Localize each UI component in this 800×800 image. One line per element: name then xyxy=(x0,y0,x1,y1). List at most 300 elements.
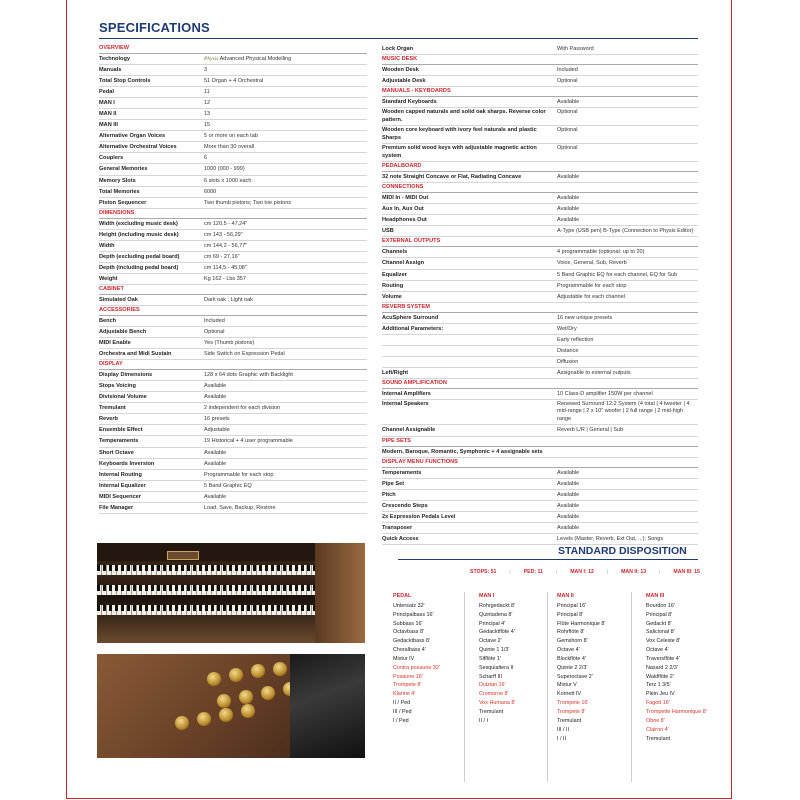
spec-label: MAN II xyxy=(99,111,117,118)
spec-row xyxy=(382,346,698,357)
spec-value-text: Available xyxy=(557,217,580,224)
spec-label: Additional Parameters: xyxy=(382,325,444,332)
spec-value xyxy=(557,400,698,425)
spec-value xyxy=(204,492,367,502)
stop-name: Trompete 8' xyxy=(557,708,586,715)
console-stop-knobs-photo xyxy=(97,654,365,758)
stop-name: Subbass 16' xyxy=(393,620,423,627)
spec-row xyxy=(382,108,698,126)
spec-row xyxy=(382,126,698,144)
spec-label: Divisional Volume xyxy=(99,394,147,401)
spec-value xyxy=(557,193,698,203)
spec-value-text: cm 120,5 - 47,24" xyxy=(204,220,248,227)
stop-name: Principal 8' xyxy=(557,611,584,618)
title-divider xyxy=(99,38,698,39)
spec-value-text: Available xyxy=(557,480,580,487)
stop-name: Superoctave 2' xyxy=(557,673,593,680)
disposition-heading: MAN II xyxy=(557,593,574,599)
section-heading: PEDALBOARD xyxy=(382,162,698,172)
spec-value-text: 6000 xyxy=(204,188,217,195)
spec-value xyxy=(557,76,698,86)
spec-label: Display Dimensions xyxy=(99,372,153,379)
spec-row xyxy=(382,335,698,346)
spec-value-text: 4 programmable (optional: up to 20) xyxy=(557,249,645,256)
spec-label: Channel Assign xyxy=(382,260,425,267)
spec-label: Pipe Set xyxy=(382,480,405,487)
disposition-divider xyxy=(398,559,698,560)
spec-row xyxy=(99,448,367,459)
spec-value xyxy=(557,126,698,143)
spec-value-text: Side Switch on Expression Pedal xyxy=(204,351,285,358)
spec-label: Total Stop Controls xyxy=(99,78,151,85)
spec-value-text: Optional xyxy=(557,145,578,152)
spec-value xyxy=(557,281,698,291)
spec-value-text: Reverb L/R | General | Sub xyxy=(557,427,624,434)
spec-label: Couplers xyxy=(99,155,124,162)
spec-label: MAN I xyxy=(99,100,115,107)
spec-label: Reverb xyxy=(99,416,118,423)
spec-value xyxy=(204,414,367,424)
section-heading: PIPE SETS xyxy=(382,437,698,447)
stop-name: III / Ped xyxy=(393,708,412,715)
spec-value-text: Early reflection xyxy=(557,336,594,343)
spec-row xyxy=(99,65,367,76)
spec-value xyxy=(204,176,367,186)
spec-row xyxy=(382,270,698,281)
stop-name: Dulzian 16' xyxy=(479,682,506,689)
spec-value-text: Renewed Surround 12.2 System (4 total | 4 tweeter | 4 mid-range | 2 x 10" woofer | 2 full range | 2 mid-high range xyxy=(557,400,690,422)
page-title: SPECIFICATIONS xyxy=(99,20,210,35)
spec-value-text: Available xyxy=(557,491,580,498)
spec-value xyxy=(557,226,698,236)
stop-name: Salicional 8' xyxy=(646,629,675,636)
stop-name: Rohrflöte 8' xyxy=(557,629,585,636)
stop-name: Cromorne 8' xyxy=(479,691,509,698)
spec-label: Transposer xyxy=(382,524,413,531)
spec-value xyxy=(557,247,698,257)
spec-label: Temperaments xyxy=(382,469,422,476)
stop-name: Gemshorn 8' xyxy=(557,638,588,645)
spec-label: Premium solid wood keys with adjustable magnetic action system xyxy=(382,145,537,159)
stop-name: Rohrgedackt 8' xyxy=(479,602,516,609)
spec-value-text: 16 new unique presets xyxy=(557,314,613,321)
spec-value-text: cm 144,2 - 56,77" xyxy=(204,242,248,249)
spec-value-text: Available xyxy=(557,469,580,476)
spec-row xyxy=(99,176,367,187)
spec-row xyxy=(382,281,698,292)
spec-label: Adjustable Bench xyxy=(99,329,147,336)
stop-name: Kornett IV xyxy=(557,691,581,698)
spec-row xyxy=(99,316,367,327)
stop-name: Fagott 16' xyxy=(646,700,670,707)
section-heading: ACCESSORIES xyxy=(99,306,367,316)
spec-value-text: 3 xyxy=(204,67,208,74)
stop-name: Principalbass 16' xyxy=(393,611,434,618)
spec-row xyxy=(99,142,367,153)
section-heading: DISPLAY MENU FUNCTIONS xyxy=(382,458,698,468)
spec-row xyxy=(99,414,367,425)
spec-value xyxy=(557,447,698,457)
spec-label: Internal Amplifiers xyxy=(382,390,431,397)
stop-name: Gedacktbass 8' xyxy=(393,638,430,645)
disposition-heading: MAN I xyxy=(479,593,495,599)
spec-value-text: Optional xyxy=(557,109,578,116)
spec-label: Depth (including pedal board) xyxy=(99,264,179,271)
spec-row xyxy=(382,193,698,204)
spec-label: Volume xyxy=(382,293,402,300)
spec-row xyxy=(382,534,698,545)
stop-name: Tremulant xyxy=(557,717,582,724)
spec-value xyxy=(557,534,698,544)
spec-label: General Memories xyxy=(99,166,148,173)
stop-name: Quinte 2 2/3' xyxy=(557,664,588,671)
spec-value-text: 16 presets xyxy=(204,416,230,423)
stop-name: Vox Humana 8' xyxy=(479,700,516,707)
stops-summary: STOPS: 51 | PED: 11 | MAN I: 12 | MAN II: 13 | MAN III: 15 xyxy=(470,569,700,575)
disposition-column-man-i xyxy=(479,592,559,726)
stop-name: Quintadena 8' xyxy=(479,611,513,618)
spec-value xyxy=(557,346,698,356)
spec-row xyxy=(382,97,698,108)
console-keyboards-photo xyxy=(97,543,365,643)
stop-name: I / Ped xyxy=(393,717,409,724)
spec-value xyxy=(204,164,367,174)
spec-value xyxy=(557,468,698,478)
spec-label: Left/Right xyxy=(382,369,409,376)
stop-name: Octave 4' xyxy=(646,647,669,654)
spec-label: Crescendo Steps xyxy=(382,502,428,509)
spec-value xyxy=(557,44,698,54)
spec-value-text: Dark oak , Light oak xyxy=(204,296,253,303)
spec-value xyxy=(557,292,698,302)
spec-value xyxy=(204,54,367,64)
spec-row xyxy=(99,87,367,98)
spec-value-text: Included xyxy=(557,67,578,74)
spec-value xyxy=(557,65,698,75)
spec-value-text: Optional xyxy=(557,127,578,134)
stop-name: Octave 2' xyxy=(479,638,502,645)
spec-row xyxy=(99,470,367,481)
spec-row xyxy=(382,357,698,368)
spec-label: Simulated Oak xyxy=(99,296,138,303)
spec-label: Total Memories xyxy=(99,188,140,195)
stops-count: STOPS: 51 xyxy=(470,569,497,575)
spec-row xyxy=(99,338,367,349)
spec-value-text: 19 Historical + 4 user programmable xyxy=(204,438,293,445)
stop-name: Oboe 8' xyxy=(646,717,665,724)
spec-value xyxy=(557,479,698,489)
disposition-column-man-ii xyxy=(557,592,637,743)
man-i-count: MAN I: 12 xyxy=(570,569,594,575)
spec-value xyxy=(204,198,367,208)
spec-label: Internal Equalizer xyxy=(99,482,146,489)
spec-value-text: 128 x 64 dots Graphic with Backlight xyxy=(204,372,293,379)
spec-value xyxy=(204,295,367,305)
spec-row xyxy=(99,219,367,230)
stop-name: Tremulant xyxy=(646,735,671,742)
section-heading: EXTERNAL OUTPUTS xyxy=(382,237,698,247)
section-heading: CABINET xyxy=(99,285,367,295)
spec-label: Memory Slots xyxy=(99,177,136,184)
spec-row xyxy=(382,292,698,303)
stop-name: Traversflöte 4' xyxy=(646,655,680,662)
stop-name: Tremulant xyxy=(479,708,504,715)
spec-value-text: Yes (Thumb pistons) xyxy=(204,340,255,347)
stop-name: Quinte 1 1/3' xyxy=(479,647,510,654)
spec-row xyxy=(99,436,367,447)
spec-row xyxy=(99,459,367,470)
stop-name: Principal 16' xyxy=(557,602,587,609)
spec-label: Channel Assignable xyxy=(382,427,436,434)
spec-row xyxy=(99,327,367,338)
spec-label: Piston Sequencer xyxy=(99,199,147,206)
spec-value xyxy=(204,131,367,141)
spec-row xyxy=(99,370,367,381)
spec-value xyxy=(204,187,367,197)
spec-row xyxy=(99,241,367,252)
spec-label: Aux In, Aux Out xyxy=(382,206,424,213)
brand-logo: Physis xyxy=(204,56,219,62)
section-heading: DISPLAY xyxy=(99,360,367,370)
spec-row xyxy=(99,274,367,285)
spec-row xyxy=(99,120,367,131)
spec-label: 2x Expression Pedals Level xyxy=(382,513,456,520)
spec-row xyxy=(382,490,698,501)
spec-value-text: Available xyxy=(557,195,580,202)
spec-label: Pedal xyxy=(99,89,114,96)
spec-row xyxy=(99,153,367,164)
disposition-heading: PEDAL xyxy=(393,593,412,599)
spec-value xyxy=(204,327,367,337)
spec-value-text: Levels (Master, Reverb, Ext Out, ...); Songs xyxy=(557,535,664,542)
spec-row xyxy=(99,54,367,65)
spec-row xyxy=(382,501,698,512)
spec-label: 32 note Straight Concave or Flat, Radiating Concave xyxy=(382,174,522,181)
spec-value-text: Advanced Physical Modelling xyxy=(219,56,292,62)
spec-label: Height (including music desk) xyxy=(99,231,179,238)
spec-value xyxy=(557,270,698,280)
spec-value-text: Available xyxy=(557,502,580,509)
spec-label: MIDI In - MIDI Out xyxy=(382,195,429,202)
spec-label-empty xyxy=(382,335,557,345)
spec-label: USB xyxy=(382,228,394,235)
spec-value-text: Available xyxy=(557,174,580,181)
spec-row xyxy=(99,164,367,175)
spec-value-text: With Password xyxy=(557,46,594,52)
spec-label: Internal Speakers xyxy=(382,400,429,407)
spec-value xyxy=(557,313,698,323)
section-heading: MUSIC DESK xyxy=(382,55,698,65)
stop-name: Sifflöte 1' xyxy=(479,655,501,662)
spec-row xyxy=(382,65,698,76)
spec-value-text: Diffusion xyxy=(557,358,579,365)
spec-value xyxy=(557,172,698,182)
stop-name: Posaune 16' xyxy=(393,673,423,680)
spec-row xyxy=(382,512,698,523)
spec-value xyxy=(204,481,367,491)
spec-value-text: 6 xyxy=(204,155,208,162)
spec-value xyxy=(204,153,367,163)
stop-name: Blockflöte 4' xyxy=(557,655,586,662)
spec-row xyxy=(99,481,367,492)
spec-row xyxy=(382,247,698,258)
spec-value-text: Available xyxy=(204,460,227,467)
spec-value-text: 15 xyxy=(204,122,211,129)
stop-name: Octavbass 8' xyxy=(393,629,424,636)
stop-name: Mixtur IV xyxy=(393,655,415,662)
spec-value xyxy=(204,274,367,284)
spec-label: Internal Routing xyxy=(99,471,142,478)
stop-name: Clairon 4' xyxy=(646,726,669,733)
spec-value-text: 2 independent for each division xyxy=(204,405,281,412)
spec-row xyxy=(382,425,698,436)
spec-row xyxy=(99,425,367,436)
stop-name: I / II xyxy=(557,735,566,742)
stop-name: Trompete 16' xyxy=(557,700,589,707)
spec-row xyxy=(382,468,698,479)
spec-label: Temperaments xyxy=(99,438,139,445)
spec-value xyxy=(557,144,698,161)
disposition-column-man-iii xyxy=(646,592,726,743)
spec-row xyxy=(382,76,698,87)
spec-label: Alternative Organ Voices xyxy=(99,133,166,140)
spec-value-text: 10 Class-D amplifier 150W per channel xyxy=(557,390,653,397)
spec-label: Adjustable Desk xyxy=(382,78,426,85)
spec-value xyxy=(204,403,367,413)
man-ii-count: MAN II: 13 xyxy=(621,569,647,575)
spec-value-text: Voice, General, Sub, Reverb xyxy=(557,260,627,267)
disposition-column-pedal xyxy=(393,592,473,726)
spec-value xyxy=(557,389,698,399)
spec-label: File Manager xyxy=(99,504,134,511)
spec-value-text: 13 xyxy=(204,111,211,118)
stop-name: Gedackt 8' xyxy=(646,620,672,627)
section-heading: DIMENSIONS xyxy=(99,209,367,219)
spec-row xyxy=(99,392,367,403)
spec-label: Manuals xyxy=(99,67,122,74)
spec-label: Headphones Out xyxy=(382,217,427,224)
spec-row xyxy=(382,204,698,215)
spec-value-text: Available xyxy=(557,206,580,213)
spec-row xyxy=(382,523,698,534)
spec-value-text: Optional xyxy=(204,329,225,336)
spec-row xyxy=(99,381,367,392)
spec-value-text: 5 Band Graphic EQ xyxy=(204,482,252,489)
section-heading: REVERB SYSTEM xyxy=(382,303,698,313)
spec-row xyxy=(382,324,698,335)
spec-value xyxy=(557,324,698,334)
spec-value xyxy=(204,349,367,359)
spec-label: Equalizer xyxy=(382,271,407,278)
spec-label: Standard Keyboards xyxy=(382,99,437,106)
spec-value xyxy=(557,490,698,500)
spec-value xyxy=(204,448,367,458)
spec-label: Pitch xyxy=(382,491,396,498)
spec-value-text: Available xyxy=(204,394,227,401)
spec-row xyxy=(99,76,367,87)
spec-label: Keyboards Inversion xyxy=(99,460,155,467)
spec-value-text: 5 or more on each tab xyxy=(204,133,258,140)
spec-value-text: Optional xyxy=(557,78,578,85)
stop-name: Gedacktflöte 4' xyxy=(479,629,515,636)
spec-value-text: Two thumb pistons; Two toe pistons xyxy=(204,199,292,206)
spec-value xyxy=(204,436,367,446)
spec-row xyxy=(382,479,698,490)
spec-label: MIDI Sequencer xyxy=(99,493,141,500)
stop-name: Nasard 2 2/3' xyxy=(646,664,678,671)
spec-value xyxy=(557,368,698,378)
spec-value xyxy=(557,512,698,522)
stop-name: Principal 4' xyxy=(479,620,506,627)
spec-label: Depth (excluding pedal board) xyxy=(99,253,180,260)
specs-left-column xyxy=(99,44,367,514)
spec-value xyxy=(204,338,367,348)
spec-value-text: Kg 162 - Lbs 357 xyxy=(204,275,246,282)
stop-name: Terz 1 3/5' xyxy=(646,682,671,689)
spec-value-text: Available xyxy=(557,99,580,106)
spec-label: Quick Access xyxy=(382,535,419,542)
man-iii-count: MAN III: 15 xyxy=(673,569,700,575)
disposition-heading: MAN III xyxy=(646,593,665,599)
section-heading: CONNECTIONS xyxy=(382,183,698,193)
spec-label: Wooden Desk xyxy=(382,67,419,74)
spec-value xyxy=(204,392,367,402)
spec-label: Modern, Baroque, Romantic, Symphonic + 4 assignable sets xyxy=(382,448,543,455)
spec-value-text: 51 Organ + 4 Orchestral xyxy=(204,78,264,85)
spec-row xyxy=(99,230,367,241)
spec-row xyxy=(382,172,698,183)
spec-value xyxy=(557,357,698,367)
spec-value-text: More than 30 overall xyxy=(204,144,255,151)
spec-value-text: 11 xyxy=(204,89,210,96)
spec-row xyxy=(382,258,698,269)
stop-name: Choralbass 4' xyxy=(393,647,426,654)
spec-row xyxy=(99,252,367,263)
spec-value-text: Available xyxy=(557,524,580,531)
spec-value xyxy=(204,87,367,97)
stop-name: Octave 4' xyxy=(557,647,580,654)
spec-value-text: Programmable for each stop xyxy=(557,282,627,289)
spec-value xyxy=(557,335,698,345)
spec-label: Short Octave xyxy=(99,449,134,456)
spec-label: Wooden core keyboard with ivory feel naturals and plastic Sharps xyxy=(382,127,537,141)
spec-value-text: A-Type (USB pen) B-Type (Connection to Physis Editor) xyxy=(557,228,694,235)
stop-name: Principal 8' xyxy=(646,611,673,618)
spec-value-text: cm 143 - 56,29" xyxy=(204,231,243,238)
spec-label: Width xyxy=(99,242,115,249)
stop-name: Scharff III xyxy=(479,673,502,680)
spec-value-text: 5 Band Graphic EQ for each channel, EQ for Sub xyxy=(557,271,678,278)
spec-value xyxy=(204,263,367,273)
spec-row xyxy=(382,44,698,55)
spec-label: Stops Voicing xyxy=(99,383,136,390)
spec-value-text: Available xyxy=(204,383,227,390)
spec-label: Wooden capped naturals and solid oak sharps. Reverse color pattern. xyxy=(382,109,546,123)
spec-label: Ensemble Effect xyxy=(99,427,143,434)
spec-row xyxy=(99,98,367,109)
spec-row xyxy=(99,109,367,120)
spec-value-text: Available xyxy=(557,513,580,520)
section-heading: OVERVIEW xyxy=(99,44,367,54)
spec-row xyxy=(99,187,367,198)
spec-row xyxy=(382,144,698,162)
spec-value xyxy=(204,252,367,262)
spec-value xyxy=(557,501,698,511)
spec-row xyxy=(99,295,367,306)
spec-value xyxy=(204,65,367,75)
spec-value xyxy=(557,108,698,125)
stop-name: Untersatz 32' xyxy=(393,602,425,609)
